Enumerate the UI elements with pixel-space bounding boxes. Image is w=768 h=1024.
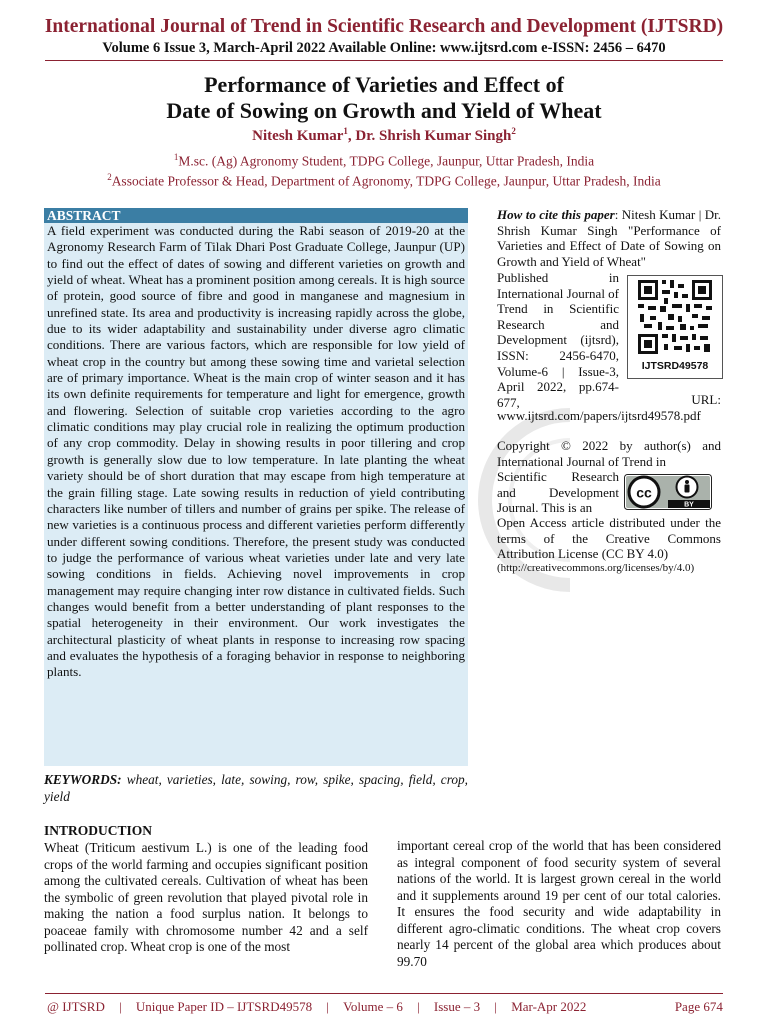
- footer-sep: |: [417, 999, 420, 1014]
- paper-title-line2: Date of Sowing on Growth and Yield of Wheat: [166, 98, 602, 123]
- cc-by-license-icon[interactable]: [624, 474, 712, 510]
- copyright-narrow: Scientific Research and Development Journal. This is an: [497, 469, 619, 516]
- author-1: Nitesh Kumar: [252, 128, 344, 144]
- abstract-heading: ABSTRACT: [44, 208, 468, 223]
- citation-url-block: [497, 392, 721, 423]
- citation-text-top: Nitesh Kumar | Dr. Shrish Kumar Singh "Performance of Varieties and Effect of Date of Sowing on Growth and Yield of Wheat": [497, 207, 721, 269]
- abstract-box: [44, 208, 468, 766]
- introduction-left-column: Wheat (Triticum aestivum L.) is one of the leading food crops of the world farming and occupies significant position among the cultivated cereals. Cultivation of wheat has been the symbolic of green revolution that played pivotal role in making the nation a food surplus nation. It belongs to poaceae family with chromosome number 42 and a self pollinated crop. Wheat crop is one of the most: [44, 840, 368, 954]
- citation-url-label: URL:: [691, 392, 721, 407]
- author-separator: ,: [347, 128, 356, 144]
- journal-subtitle: Volume 6 Issue 3, March-April 2022 Available Online: www.ijtsrd.com e-ISSN: 2456 – 6470: [102, 40, 666, 56]
- keywords-text: wheat, varieties, late, sowing, row, spike, spacing, field, crop, yield: [44, 772, 468, 804]
- footer-sep: |: [326, 999, 329, 1014]
- footer-sep: |: [119, 999, 122, 1014]
- affiliation-2-sup: 2: [107, 172, 112, 182]
- author-2: Dr. Shrish Kumar Singh: [355, 128, 512, 144]
- cc-by-label: BY: [684, 501, 694, 509]
- paper-title: [0, 72, 768, 124]
- qr-label: IJTSRD49578: [641, 360, 709, 372]
- introduction-heading: INTRODUCTION: [44, 823, 153, 838]
- journal-title: International Journal of Trend in Scientific Research and Development (IJTSRD): [44, 16, 724, 37]
- footer: [47, 999, 723, 1015]
- footer-rule: [45, 993, 723, 994]
- footer-issue: Issue – 3: [433, 999, 481, 1014]
- qr-code[interactable]: [627, 275, 723, 379]
- keywords-label: KEYWORDS:: [44, 772, 122, 787]
- footer-volume: Volume – 6: [343, 999, 403, 1014]
- paper-title-line1: Performance of Varieties and Effect of: [204, 72, 564, 97]
- copyright-rest: Open Access article distributed under the terms of the Creative Commons Attribution License (CC BY 4.0): [497, 515, 721, 562]
- license-url[interactable]: (http://creativecommons.org/licenses/by/4.0): [497, 562, 695, 574]
- keywords: [44, 772, 468, 805]
- authors: [0, 126, 768, 145]
- citation-url[interactable]: www.ijtsrd.com/papers/ijtsrd49578.pdf: [497, 407, 701, 423]
- affiliation-1-sup: 1: [173, 152, 179, 162]
- header-rule: [45, 60, 723, 61]
- footer-paper-id: Unique Paper ID – IJTSRD49578: [135, 999, 313, 1014]
- affiliation-1: [0, 152, 768, 170]
- introduction-right-column: important cereal crop of the world that has been considered as integral component of food security system of several nations of the world. It is largest grown cereal in the world and it supplements around 19 per cent of our total calories. It ensures the food security and wide adaptability in different agro-climatic conditions. The wheat crop covers nearly 14 percent of the global area which produces about 99.70: [397, 838, 721, 969]
- citation-label: How to cite this paper: [497, 207, 615, 222]
- author-1-sup: 1: [343, 126, 348, 136]
- svg-text:cc: cc: [636, 484, 652, 501]
- qr-code-icon: [628, 276, 722, 358]
- footer-site: @ IJTSRD: [47, 999, 105, 1014]
- footer-date: Mar-Apr 2022: [511, 999, 587, 1014]
- citation-top: [497, 207, 721, 269]
- footer-page: Page 674: [674, 999, 723, 1014]
- author-2-sup: 2: [511, 126, 516, 136]
- citation-colon: :: [614, 207, 622, 222]
- citation-narrow: Published in International Journal of Trend in Scientific Research and Development (ijtsrd), ISSN: 2456-6470, Volume-6 | Issue-3, April 2022, pp.674-677,: [497, 270, 620, 410]
- affiliation-2-text: Associate Professor & Head, Department of Agronomy, TDPG College, Jaunpur, Uttar Pradesh, India: [111, 173, 661, 189]
- affiliation-1-text: M.sc. (Ag) Agronomy Student, TDPG College, Jaunpur, Uttar Pradesh, India: [178, 153, 595, 169]
- affiliation-2: [0, 172, 768, 190]
- abstract-text: A field experiment was conducted during the Rabi season of 2019-20 at the Agronomy Research Farm of Tilak Dhari Post Graduate College, Jaunpur (UP) to find out the effect of dates of sowing and different varieties on growth and yield of wheat. Wheat has a prominent position among cereals. It is high source of protein, good source of fibre and good in manganese and magnesium in unrefined state. Its area and productivity is increasing rapidly across the globe, due to its wider adaptability and sustainability under diverse agro climatic conditions. There are various factors, which are responsible for low yield of wheat crop in the country but among these sowing time and varietal selection are of primary importance. Wheat is the main crop of winter season and it has its own definite requirements for temperature and light for emergence, growth and flowering. Selection of suitable crop varieties according to the agro climatic conditions may play crucial role in realizing the optimum production of any crop commodity. Delay in showing results in poor tillering and crop growth is generally slow due to low temperature. In late planting the wheat variety should be of short duration that may escape from high temperature at the grain filling stage. Late sowing results in reduction of yield contributing characters like number of tillers and number of grains per spike. The release of new varieties is a continuous process and different varieties perform differently under different sowing conditions. Therefore, the present study was conducted to judge the performance of various wheat varieties under late and very late sowing conditions in fields. Achieving novel improvements in crop management may require changing inter row distance in cultivated fields. Such changes would benefit from a better understanding of plant responses to the spatial heterogeneity in their environment. Our work investigates the architectural plasticity of wheat plants in response to increasing row spacing and evaluates the hypothesis of a foraging behavior in response to neighboring plants.: [47, 223, 465, 680]
- footer-sep: |: [494, 999, 497, 1014]
- copyright-top: Copyright © 2022 by author(s) and International Journal of Trend in: [497, 438, 721, 469]
